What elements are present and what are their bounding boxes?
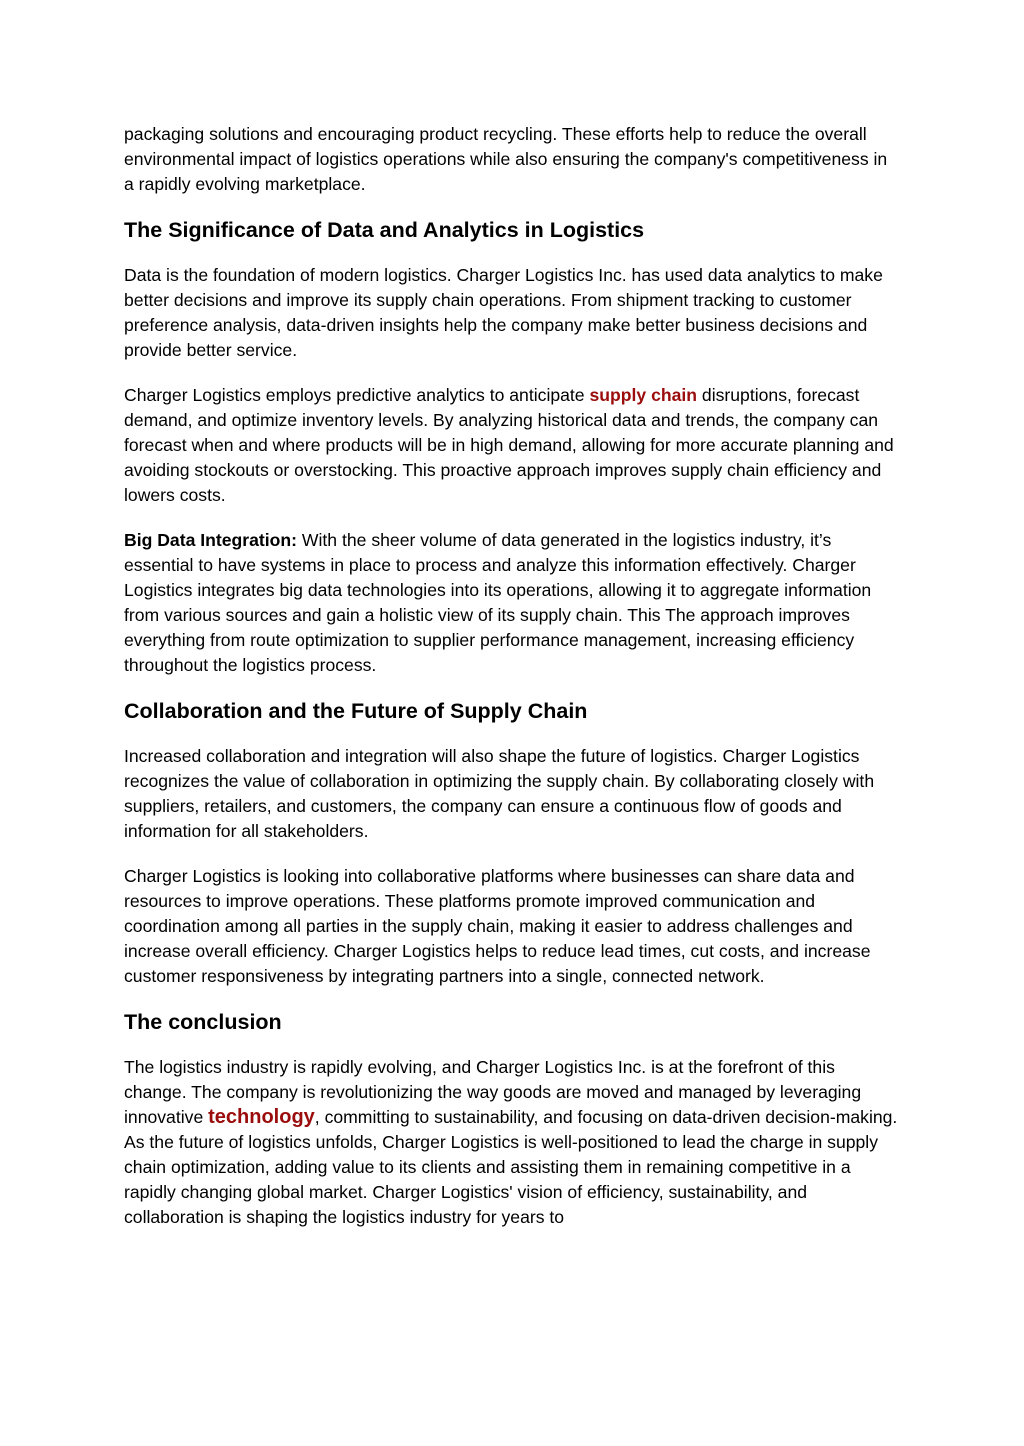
paragraph-text: The logistics industry is rapidly evolving, and Charger Logistics Inc. is at the forefront of this change. The company is revolutionizing the way goods are moved and managed by leveraging innovative [124,1057,862,1127]
paragraph-text: Charger Logistics employs predictive analytics to anticipate [124,385,590,405]
document-page [124,122,900,1250]
collaboration-paragraph-2: Charger Logistics is looking into collaborative platforms where businesses can share data and resources to improve operations. These platforms promote improved communication and coordination among all parties in the supply chain, making it easier to address challenges and increase overall efficiency. Charger Logistics helps to reduce lead times, cut costs, and increase customer responsiveness by integrating partners into a single, connected network. [124,866,871,986]
heading-data-analytics: The Significance of Data and Analytics in Logistics [124,218,645,242]
heading-collaboration: Collaboration and the Future of Supply Chain [124,699,588,723]
paragraph-text: disruptions, forecast demand, and optimize inventory levels. By analyzing historical data and trends, the company can forecast when and where products will be in high demand, allowing for more accurate planning and avoiding stockouts or overstocking. This proactive approach improves supply chain efficiency and lowers costs. [124,385,894,505]
technology-link[interactable]: technology [208,1106,315,1128]
collaboration-paragraph-1: Increased collaboration and integration will also shape the future of logistics. Charger Logistics recognizes the value of collaboration in optimizing the supply chain. By collaborating closely with suppliers, retailers, and customers, the company can ensure a continuous flow of goods and information for all stakeholders. [124,746,875,841]
big-data-lead: Big Data Integration: [124,530,298,550]
data-analytics-paragraph-1: Data is the foundation of modern logistics. Charger Logistics Inc. has used data analytics to make better decisions and improve its supply chain operations. From shipment tracking to customer preference analysis, data-driven insights help the company make better business decisions and provide better service. [124,265,883,360]
paragraph-text: With the sheer volume of data generated in the logistics industry, it’s essential to have systems in place to process and analyze this information effectively. Charger Logistics integrates big data technologies into its operations, allowing it to aggregate information from various sources and gain a holistic view of its supply chain. This The approach improves everything from route optimization to supplier performance management, increasing efficiency throughout the logistics process. [124,530,872,675]
big-data-paragraph [124,528,900,678]
conclusion-paragraph [124,1055,900,1230]
supply-chain-link[interactable]: supply chain [589,385,698,405]
heading-conclusion: The conclusion [124,1010,282,1034]
data-analytics-paragraph-2 [124,383,900,508]
intro-paragraph: packaging solutions and encouraging product recycling. These efforts help to reduce the overall environmental impact of logistics operations while also ensuring the company's competitiveness in a rapidly evolving marketplace. [124,124,888,194]
paragraph-text: , committing to sustainability, and focusing on data-driven decision-making. As the future of logistics unfolds, Charger Logistics is well-positioned to lead the charge in supply chain optimization, adding value to its clients and assisting them in remaining competitive in a rapidly changing global market. Charger Logistics' vision of efficiency, sustainability, and collaboration is shaping the logistics industry for years to [124,1107,898,1227]
